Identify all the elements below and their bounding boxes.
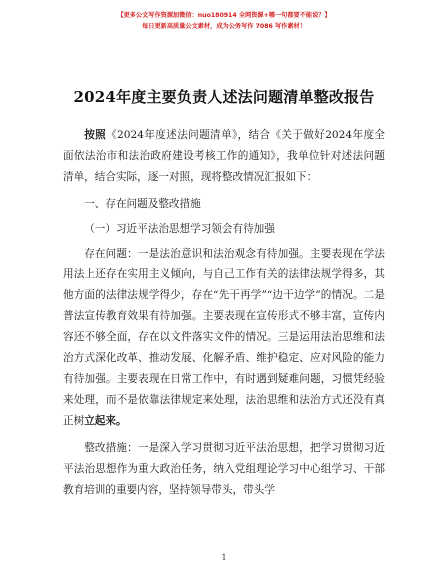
- problems-tail: 立起来。: [84, 414, 127, 427]
- intro-lead: 按照: [84, 129, 107, 141]
- promo-banner-line-2: 每日更新高质量公文素材，成为公务写作 7086 写作素材！: [142, 23, 306, 30]
- section-heading: 一、存在问题及整改措施: [84, 197, 201, 210]
- measures-paragraph: 整改措施：一是深入学习贯彻习近平法治思想，把学习贯彻习近平法治思想作为重大政治任务，纳入党组理论学习中心组学习、干部教育培训的重要内容，坚持领导带头，带头学: [63, 441, 385, 496]
- document-body: [63, 125, 385, 500]
- problems-paragraph: [63, 244, 385, 432]
- page-number: 1: [221, 553, 227, 562]
- subsection-heading: （一）习近平法治思想学习领会有待加强: [84, 222, 275, 235]
- promo-banner: [0, 10, 448, 32]
- promo-banner-line-1: 【更多公文写作资源加微信：nuo180914 全网资源+哪一句都要不能说？】: [117, 12, 331, 19]
- document-title: 2024年度主要负责人述法问题清单整改报告: [73, 88, 375, 106]
- intro-text: 《2024年度述法问题清单》，结合《关于做好2024年度全面依法治市和法治政府建设考核工作的通知》，我单位针对述法问题清单，结合实际，逐一对照，现将整改情况汇报如下：: [63, 129, 386, 183]
- problems-text: 存在问题：一是法治意识和法治观念有待加强。主要表现在学法用法上还存在实用主义倾向，与自己工作有关的法律法规学得多，其他方面的法律法规学得少，存在“先干再学”“边干边学”的情况。二是普法宣传教育效果有待加强。主要表现在宣传形式不够丰富，宣传内容还不够全面，存在以文件落实文件的情况。三是运用法治思维和法治方式深化改革、推动发展、化解矛盾、维护稳定、应对风险的能力有待加强。主要表现在日常工作中，有时遇到疑难问题，习惯凭经验来处理，而不是依靠法律规定来处理，法治思维和法治方式还没有真正树: [63, 247, 385, 427]
- intro-paragraph: [63, 125, 385, 188]
